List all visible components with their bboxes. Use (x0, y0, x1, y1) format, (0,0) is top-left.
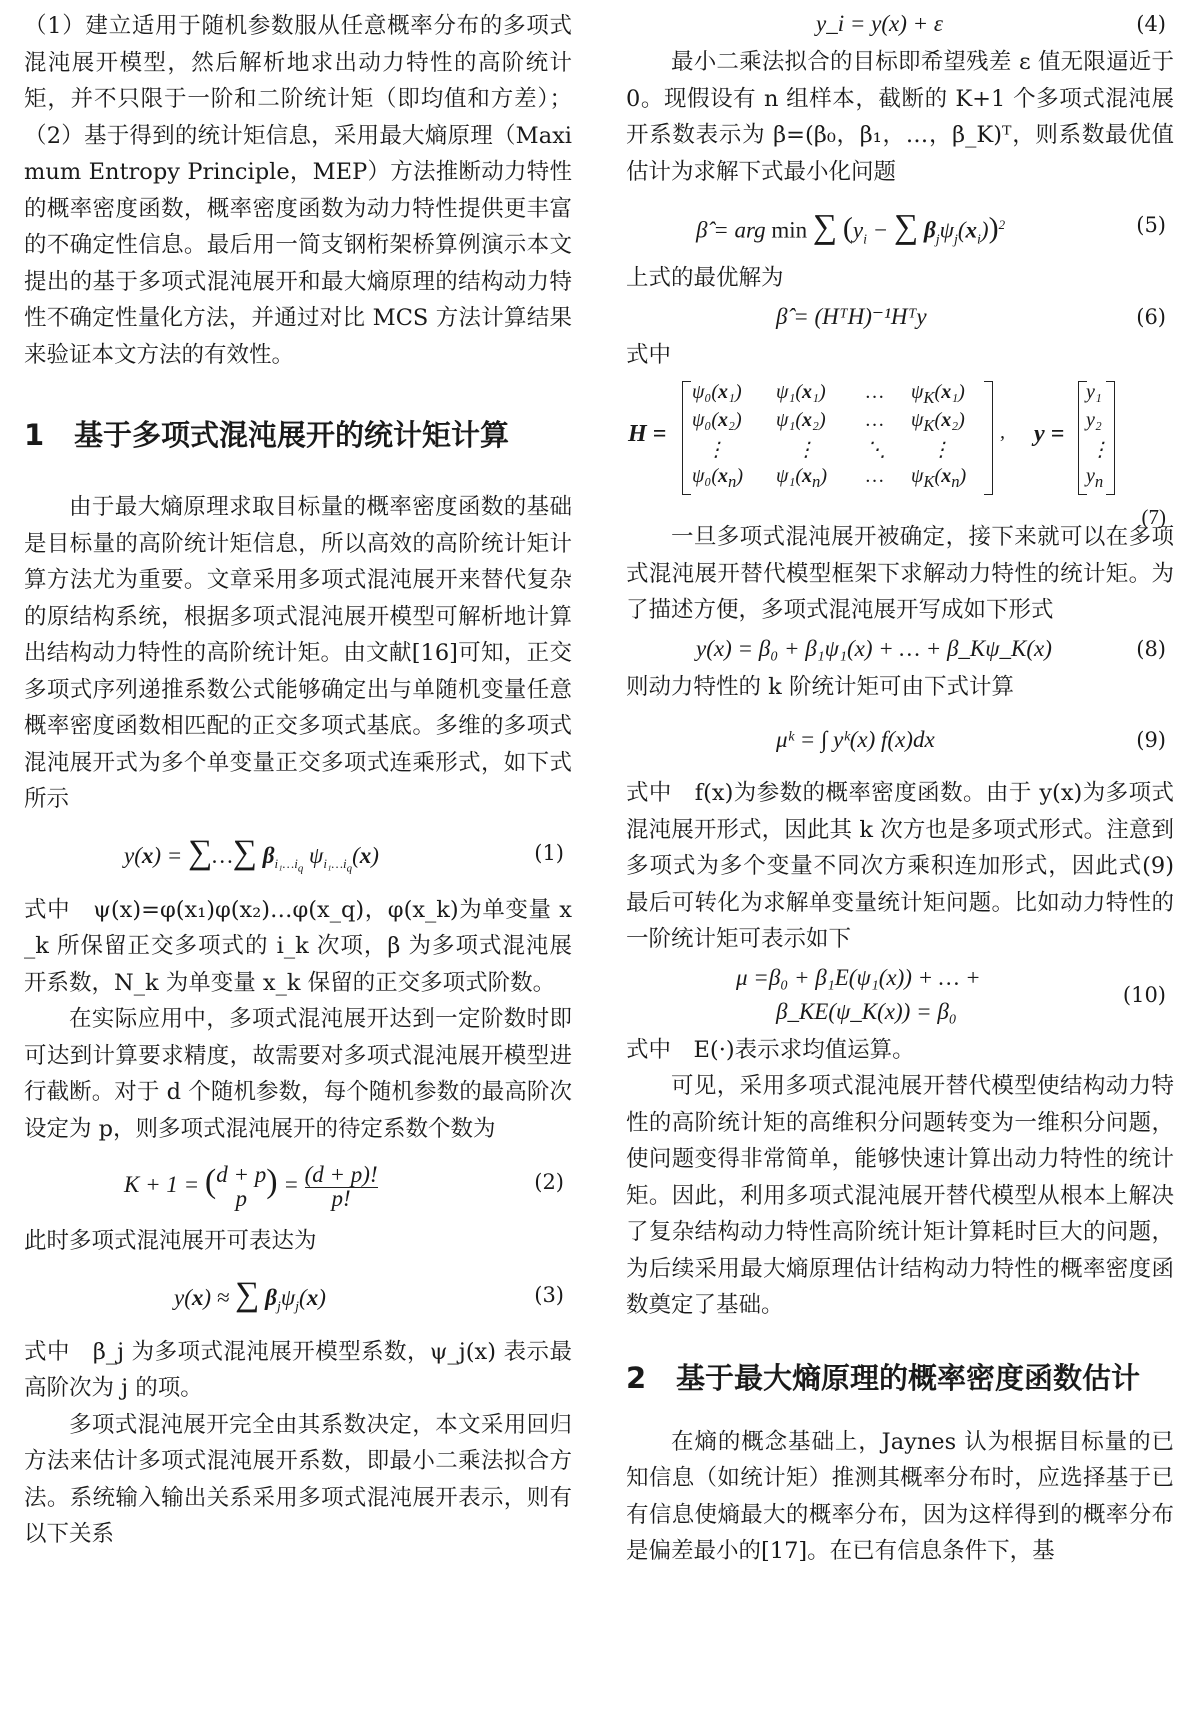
right-paragraph-4: 一旦多项式混沌展开被确定，接下来就可以在多项式混沌展开替代模型框架下求解动力特性的统计矩。为了描述方便，多项式混沌展开写成如下形式 (626, 524, 1174, 623)
equation-2-number: (2) (534, 1170, 564, 1194)
right-paragraph-1: 最小二乘法拟合的目标即希望残差 ε 值无限逼近于 0。现假设有 n 组样本，截断的 K+1 个多项式混沌展开系数表示为 β=(β₀，β₁，…，β_K)ᵀ，则系数最优值估计为求解下式最小化问题 (626, 49, 1174, 185)
equation-6 (626, 297, 1174, 337)
equation-6-number: (6) (1136, 304, 1166, 329)
equation-5-number: (5) (1136, 213, 1166, 237)
section-1-title: 基于多项式混沌展开的统计矩计算 (74, 418, 510, 452)
matrix-left-bracket (682, 381, 691, 495)
matrix-right-bracket (984, 381, 993, 495)
equation-10-line-1: μ =β₀ + β₁E(ψ₁(x)) + … + (736, 964, 981, 990)
left-column (24, 0, 572, 1553)
equation-7-matrix: H = ψ₀(x₁) ψ₁(x₁) … $\psi_K(x_1)$ ψ₀(x₂) ψ₁(x₂) … $\psi_K(x_2)$ ⋮ ⋮ ⋱ ⋮ $\psi_0(x_n)$ $\psi_1(x_n)$ … $\psi_K(x_n)$ , y = y₁ y₂ ⋮ $y_n$ (7) (628, 381, 1166, 529)
equation-5 (626, 190, 1174, 260)
right-paragraph-9: 在熵的概念基础上，Jaynes 认为根据目标量的已知信息（如统计矩）推测其概率分布时，应选择基于已有信息使熵最大的概率分布，因为这样得到的概率分布是偏差最小的[17]。在已有信息条件下，基 (626, 1428, 1174, 1564)
section-2-number: 2 (626, 1360, 647, 1395)
equation-3-explanation: 式中 β_j 为多项式混沌展开模型系数，ψ_j(x) 表示最高阶次为 j 的项。 (24, 1338, 572, 1401)
equation-4-body: y_i = y(x) + ε (816, 11, 943, 36)
matrix-H-label: H = (628, 421, 667, 447)
right-paragraph-3: 式中 (626, 341, 672, 368)
section-2-heading (626, 1358, 1174, 1398)
equation-2-body: K + 1 = (d + p p ) = (d + p)! p! (124, 1161, 378, 1211)
right-paragraph-6: 式中 f(x)为参数的概率密度函数。由于 y(x)为多项式混沌展开形式，因此其 k 次方也是多项式形式。注意到多项式为多个变量不同次方乘积连加形式，因此式(9)最后可转化为求解单变量统计矩问题。比如动力特性的一阶统计矩可表示如下 (626, 780, 1174, 952)
equation-10 (626, 958, 1174, 1032)
equation-9-body: μᵏ = ∫ yᵏ(x) f(x)dx (776, 727, 935, 752)
section-2-title: 基于最大熵原理的概率密度函数估计 (676, 1360, 1141, 1395)
equation-2 (24, 1147, 572, 1217)
equation-4 (626, 4, 1174, 44)
equation-8-body: y(x) = β₀ + β₁ψ₁(x) + … + β_Kψ_K(x) (696, 635, 1052, 661)
section-1-paragraph-2: 在实际应用中，多项式混沌展开达到一定阶数时即可达到计算要求精度，故需要对多项式混沌展开模型进行截断。对于 d 个随机参数，每个随机参数的最高阶次设定为 p，则多项式混沌展开的待定系数个数为 (24, 1006, 572, 1142)
equation-1-number: (1) (534, 840, 564, 865)
intro-paragraph: （1）建立适用于随机参数服从任意概率分布的多项式混沌展开模型，然后解析地求出动力特性的高阶统计矩，并不只限于一阶和二阶统计矩（即均值和方差）；（2）基于得到的统计矩信息，采用最大熵原理（Maximum Entropy Principle，MEP）方法推断动力特性的概率密度函数，概率密度函数为动力特性提供更丰富的不确定性信息。最后用一简支钢桁架桥算例演示本文提出的基于多项式混沌展开和最大熵原理的结构动力特性不确定性量化方法，并通过对比 MCS 方法计算结果来验证本文方法的有效性。 (24, 13, 572, 368)
equation-1-explanation: 式中 ψ(x)=φ(x₁)φ(x₂)…φ(x_q)，φ(x_k)为单变量 x_k 所保留正交多项式的 i_k 次项，β 为多项式混沌展开系数，N_k 为单变量 x_k 保留的正交多项式阶数。 (24, 896, 572, 996)
vector-y-label: y = (1034, 421, 1065, 447)
right-column (626, 0, 1174, 1570)
equation-9-number: (9) (1136, 728, 1166, 752)
equation-7-number: (7) (1141, 505, 1166, 529)
equation-3-number: (3) (534, 1282, 564, 1307)
equation-3 (24, 1260, 572, 1330)
right-paragraph-7: 式中 E(·)表示求均值运算。 (626, 1036, 915, 1063)
right-paragraph-8: 可见，采用多项式混沌展开替代模型使结构动力特性的高阶统计矩的高维积分问题转变为一维积分问题，使问题变得非常简单，能够快速计算出动力特性的统计矩。因此，利用多项式混沌展开替代模型从根本上解决了复杂结构动力特性高阶统计矩计算耗时巨大的问题，为后续采用最大熵原理估计结构动力特性的概率密度函数奠定了基础。 (626, 1073, 1174, 1318)
right-paragraph-5: 则动力特性的 k 阶统计矩可由下式计算 (626, 673, 1014, 700)
section-1-paragraph-3: 此时多项式混沌展开可表达为 (24, 1228, 317, 1254)
equation-8-number: (8) (1136, 636, 1166, 661)
right-paragraph-2: 上式的最优解为 (626, 265, 784, 291)
equation-3-body: y(x) ≈ ∑ $\beta_j\psi_j(x)$ (174, 1275, 326, 1315)
equation-1-body: y(x) = ∑…∑ $\beta_{i_1\dots i_q}$ $\psi_{i_1\dots i_q}(x)$ (124, 833, 379, 875)
equation-8 (626, 629, 1174, 669)
equation-10-line-2: β_KE(ψ_K(x)) = β₀ (776, 998, 957, 1024)
equation-6-body: β̂ = (HᵀH)⁻¹Hᵀy (776, 303, 927, 329)
section-1-paragraph-4: 多项式混沌展开完全由其系数决定，本文采用回归方法来估计多项式混沌展开系数，即最小二乘法拟合方法。系统输入输出关系采用多项式混沌展开表示，则有以下关系 (24, 1411, 572, 1547)
equation-9 (626, 705, 1174, 775)
equation-10-number: (10) (1122, 982, 1166, 1007)
equation-5-body: β̂ = arg min ∑ ($y_i$ − ∑ $\beta_j\psi_j(x_i))^2$ (696, 208, 1006, 248)
section-1-paragraph-1: 由于最大熵原理求取目标量的概率密度函数的基础是目标量的高阶统计矩信息，所以高效的高阶统计矩计算方法尤为重要。文章采用多项式混沌展开来替代复杂的原结构系统，根据多项式混沌展开模型可解析地计算出结构动力特性的高阶统计矩。由文献[16]可知，正交多项式序列递推系数公式能够确定出与单随机变量任意概率密度函数相匹配的正交多项式基底。多维的多项式混沌展开式为多个单变量正交多项式连乘形式，如下式所示 (24, 494, 572, 812)
equation-4-number: (4) (1136, 12, 1166, 36)
section-1-heading (24, 415, 572, 455)
section-1-number: 1 (24, 418, 45, 452)
equation-1 (24, 818, 572, 888)
